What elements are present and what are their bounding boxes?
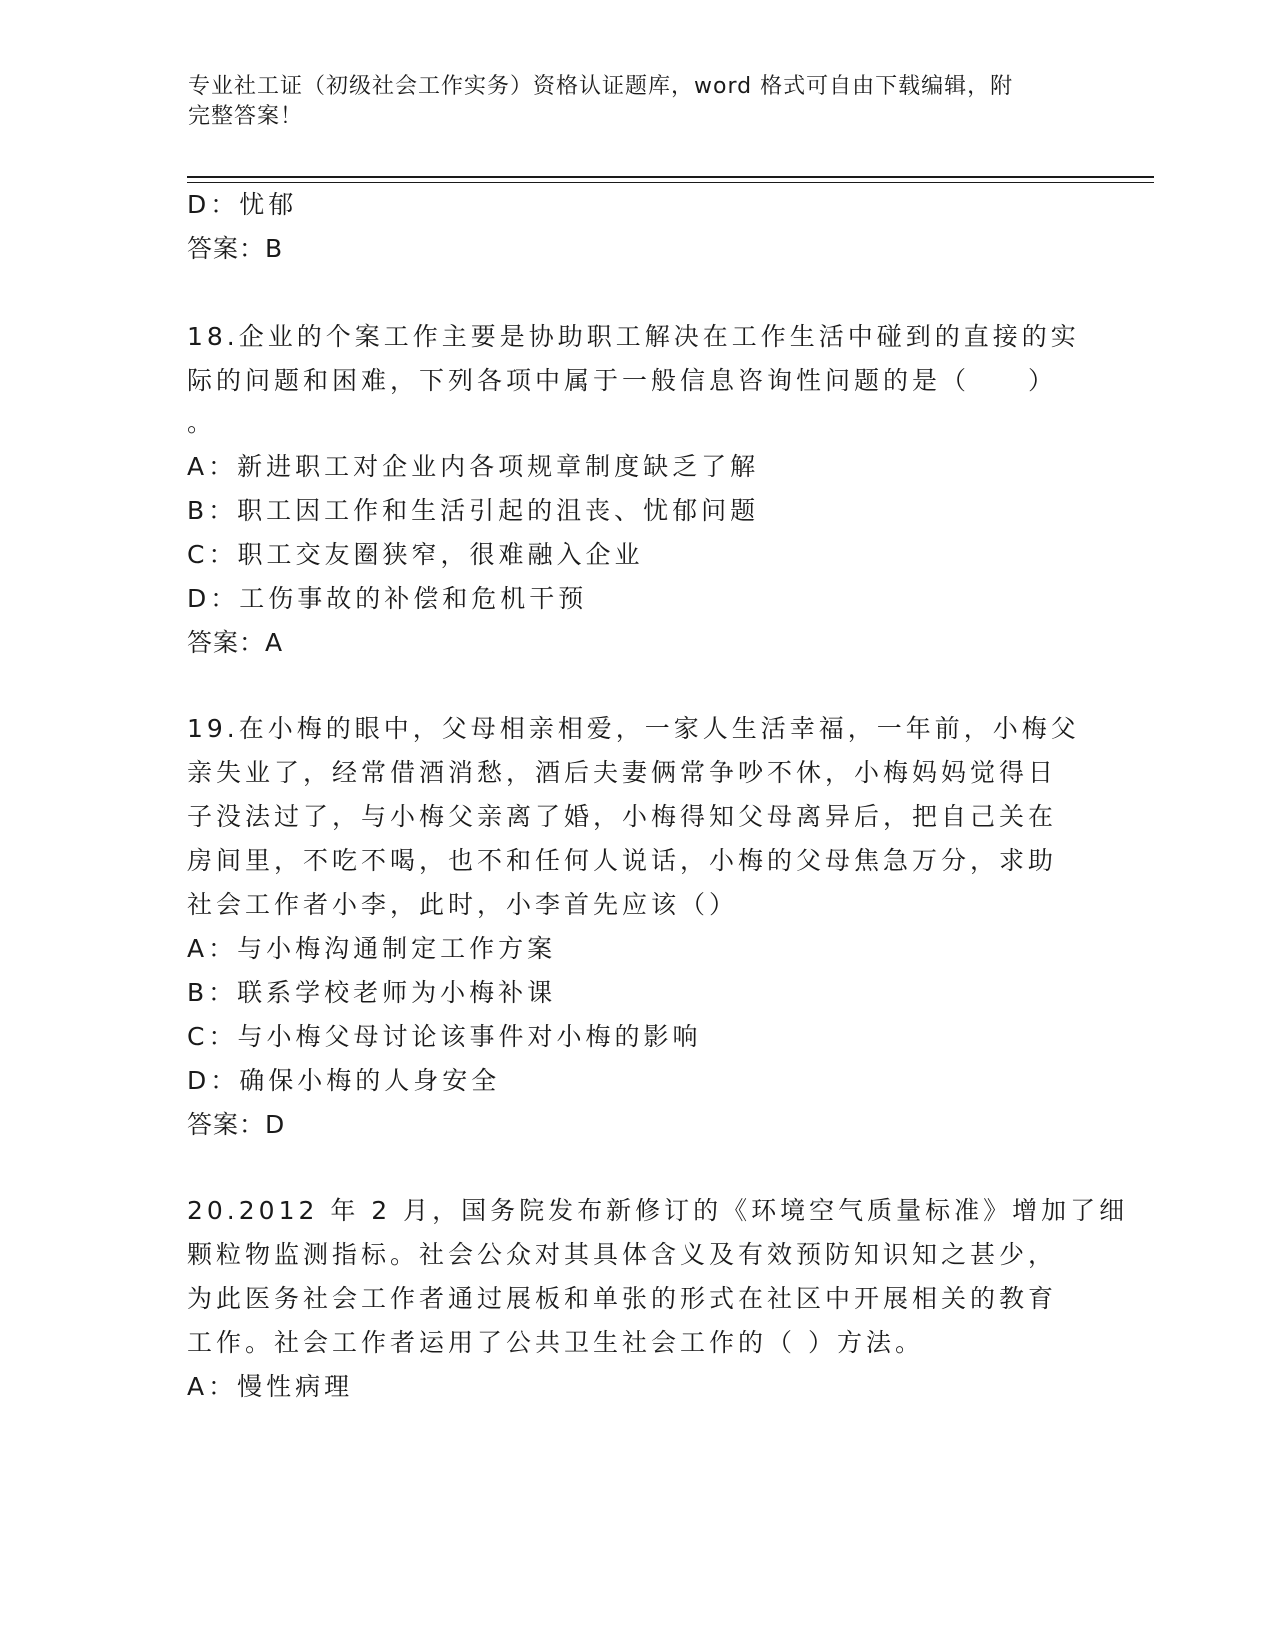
q18-option-a: A：新进职工对企业内各项规章制度缺乏了解 (187, 452, 760, 481)
q19-stem-line-5: 社会工作者小李，此时，小李首先应该（） (187, 890, 739, 919)
q18-answer: 答案：A (187, 628, 284, 657)
q18-option-d: D：工伤事故的补偿和危机干预 (187, 584, 588, 613)
q20-stem-line-1: 20.2012 年 2 月，国务院发布新修订的《环境空气质量标准》增加了细 (187, 1196, 1129, 1225)
header-divider-thin (187, 182, 1154, 183)
q18-stem-line-3: 。 (187, 408, 217, 437)
q19-stem-line-2: 亲失业了，经常借酒消愁，酒后夫妻俩常争吵不休，小梅妈妈觉得日 (187, 758, 1058, 787)
q18-stem-line-2: 际的问题和困难，下列各项中属于一般信息咨询性问题的是（ ） (187, 366, 1058, 395)
q19-stem-line-3: 子没法过了，与小梅父亲离了婚，小梅得知父母离异后，把自己关在 (187, 802, 1058, 831)
header-divider-thick (187, 176, 1154, 178)
q19-stem-line-4: 房间里，不吃不喝，也不和任何人说话，小梅的父母焦急万分，求助 (187, 846, 1058, 875)
q20-stem-line-2: 颗粒物监测指标。社会公众对其具体含义及有效预防知识知之甚少， (187, 1240, 1058, 1269)
header-title-line-2: 完整答案！ (188, 104, 304, 129)
q18-option-c: C：职工交友圈狭窄，很难融入企业 (187, 540, 644, 569)
q19-answer: 答案：D (187, 1110, 286, 1139)
q20-stem-line-4: 工作。社会工作者运用了公共卫生社会工作的（ ）方法。 (187, 1328, 924, 1357)
q19-option-b: B：联系学校老师为小梅补课 (187, 978, 557, 1007)
q20-stem-line-3: 为此医务社会工作者通过展板和单张的形式在社区中开展相关的教育 (187, 1284, 1058, 1313)
q19-option-a: A：与小梅沟通制定工作方案 (187, 934, 557, 963)
q19-option-d: D：确保小梅的人身安全 (187, 1066, 501, 1095)
q20-option-a: A：慢性病理 (187, 1372, 354, 1401)
header-title-line-1: 专业社工证（初级社会工作实务）资格认证题库，word 格式可自由下载编辑，附 (188, 74, 1014, 99)
q17-option-d: D：忧郁 (187, 190, 298, 219)
q18-stem-line-1: 18.企业的个案工作主要是协助职工解决在工作生活中碰到的直接的实 (187, 322, 1080, 351)
q17-answer: 答案：B (187, 234, 284, 263)
q19-stem-line-1: 19.在小梅的眼中，父母相亲相爱，一家人生活幸福，一年前，小梅父 (187, 714, 1080, 743)
page-header (188, 72, 1088, 132)
q19-option-c: C：与小梅父母讨论该事件对小梅的影响 (187, 1022, 702, 1051)
q18-option-b: B：职工因工作和生活引起的沮丧、忧郁问题 (187, 496, 760, 525)
